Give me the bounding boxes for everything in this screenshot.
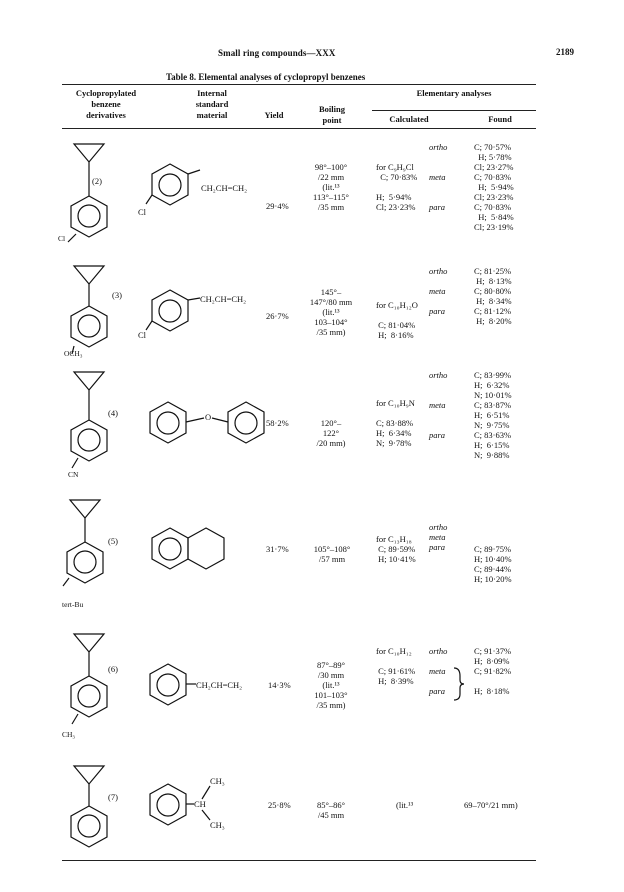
- bp-cell: 87°–89° /30 mm (lit.¹³ 101–103° /35 mm): [314, 660, 348, 710]
- bp-cell: 98°–100° /22 mm (lit.¹³ 113°–115° /35 mm: [313, 162, 349, 212]
- bp-cell: 85°–86° /45 mm: [316, 800, 346, 820]
- compound-number: (2): [92, 176, 102, 186]
- structure-cyclopropyl-benzonitrile: [66, 368, 126, 478]
- col-header-elementary: Elementary analyses: [416, 88, 492, 98]
- compound-number: (7): [108, 792, 118, 802]
- compound-number: (5): [108, 536, 118, 546]
- yield-cell: 25·8%: [268, 800, 291, 810]
- internal-standard-ch3-top: CH₃: [210, 776, 225, 786]
- structure-diphenyl-ether: [146, 398, 276, 448]
- yield-cell: 31·7%: [266, 544, 289, 554]
- found-cell: C; 81·25% H; 8·13% C; 80·80% H; 8·34% C; 81·12% H; 8·20%: [474, 266, 512, 326]
- substituent: Cl: [58, 234, 66, 243]
- calculated-cell: for C₁₀H₁₂O C; 81·04% H; 8·16%: [376, 300, 418, 340]
- structure-cyclopropyl-chlorobenzene: [66, 140, 126, 250]
- structure-tetralin: [150, 524, 240, 574]
- calculated-cell: (lit.¹³: [396, 800, 414, 810]
- found-cell: C; 83·99% H; 6·32% N; 10·01% C; 83·87% H; 6·51% N; 9·75% C; 83·63% H; 6·15% N; 9·88%: [474, 370, 512, 460]
- substituent: tert-Bu: [62, 600, 84, 609]
- calculated-cell: for C₁₀H₉N C; 83·88% H; 6·34% N; 9·78%: [376, 398, 415, 448]
- structure-cyclopropylbenzene: [66, 762, 126, 852]
- col-header-calculated: Calculated: [389, 114, 429, 124]
- found-cell: C; 89·75% H; 10·40% C; 89·44% H; 10·20%: [474, 544, 512, 584]
- internal-standard-sub: Cl: [138, 330, 147, 340]
- substituent: OCH₃: [64, 349, 83, 358]
- col-header-derivatives: Cyclopropylated benzene derivatives: [75, 88, 137, 120]
- calculated-cell: for C₁₀H₁₂ C; 91·61% H; 8·39%: [376, 646, 416, 686]
- structure-cyclopropyl-tertbutylbenzene: [60, 496, 120, 596]
- isomer-labels: ortho meta para: [429, 370, 448, 440]
- table-top-rule: [62, 84, 536, 85]
- bp-cell: 145°– 147°/80 mm (lit.¹³ 103–104° /35 mm): [309, 287, 353, 337]
- yield-cell: 58·2%: [266, 418, 289, 428]
- substituent: CH₃: [62, 730, 76, 739]
- found-cell: 69–70°/21 mm): [464, 800, 518, 810]
- internal-standard-sub: Cl: [138, 207, 147, 217]
- isomer-labels: ortho meta para: [429, 646, 448, 696]
- header-bottom-rule: [62, 128, 536, 129]
- internal-standard-label: CH₂CH=CH₂: [201, 183, 248, 193]
- structure-cyclopropyl-toluene: [66, 630, 126, 730]
- page-number: 2189: [556, 47, 574, 57]
- internal-standard-ch3-bottom: CH₃: [210, 820, 225, 830]
- found-cell: C; 91·37% H; 8·09% C; 91·82% H; 8·18%: [474, 646, 512, 696]
- col-header-yield: Yield: [264, 110, 284, 120]
- isomer-labels: ortho meta para: [429, 266, 448, 316]
- substituent: CN: [68, 470, 79, 479]
- calculated-cell: for C₉H₉Cl C; 70·83% H; 5·94% Cl; 23·23%: [376, 162, 418, 212]
- table-caption: Table 8. Elemental analyses of cyclopropyl benzenes: [166, 72, 366, 82]
- internal-standard-label: CH₂CH=CH₂: [200, 294, 247, 304]
- yield-cell: 14·3%: [268, 680, 291, 690]
- calculated-cell: for C₁₃H₁₈ C; 89·59% H; 10·41%: [376, 534, 416, 564]
- col-header-internal: Internal standard material: [195, 88, 229, 120]
- elementary-subrule: [372, 110, 536, 111]
- found-cell: C; 70·57% H; 5·78% Cl; 23·27% C; 70·83% H; 5·94% Cl; 23·23% C; 70·83% H; 5·84% Cl; 23·19%: [474, 142, 514, 232]
- meta-para-brace: [452, 666, 468, 702]
- running-title: Small ring compounds—XXX: [218, 48, 336, 58]
- structure-internal-standard: [148, 286, 208, 346]
- col-header-bp: Boiling point: [319, 104, 345, 125]
- isomer-labels: ortho meta para: [429, 142, 448, 212]
- yield-cell: 29·4%: [266, 201, 289, 211]
- internal-standard-ch: CH: [194, 799, 206, 809]
- compound-number: (4): [108, 408, 118, 418]
- structure-cyclopropyl-anisole: [66, 262, 126, 362]
- internal-standard-label: CH₂CH=CH₂: [196, 680, 243, 690]
- yield-cell: 26·7%: [266, 311, 289, 321]
- col-header-found: Found: [488, 114, 512, 124]
- internal-standard-label: O: [205, 412, 212, 422]
- structure-internal-standard: [148, 160, 208, 220]
- compound-number: (3): [112, 290, 122, 300]
- table-bottom-rule: [62, 860, 536, 861]
- bp-cell: 105°–108° /57 mm: [313, 544, 351, 564]
- bp-cell: 120°– 122° /20 mm): [316, 418, 346, 448]
- isomer-labels: ortho meta para: [429, 522, 448, 552]
- compound-number: (6): [108, 664, 118, 674]
